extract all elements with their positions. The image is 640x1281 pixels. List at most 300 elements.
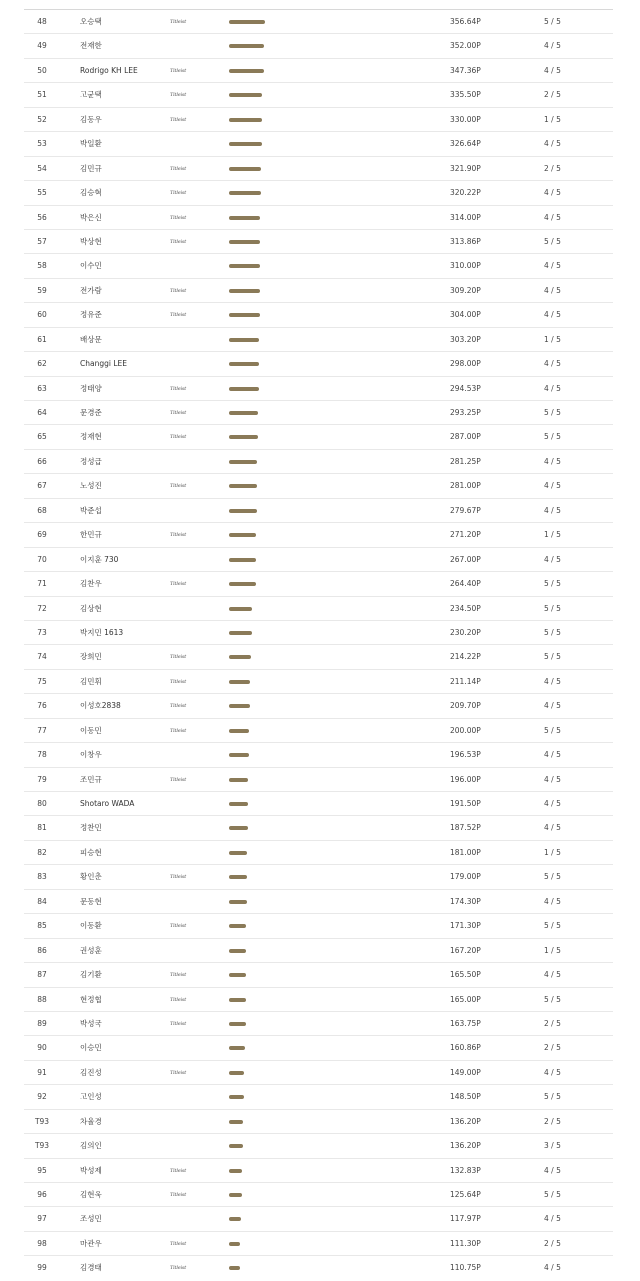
table-row[interactable] xyxy=(24,425,613,449)
player-name[interactable]: 피승현 xyxy=(80,847,102,857)
points-bar xyxy=(229,1144,243,1148)
table-row[interactable] xyxy=(24,83,613,107)
points-cell: 196.53P xyxy=(450,750,481,760)
sponsor-logo-icon: Titleist xyxy=(170,703,187,710)
player-name[interactable]: 박상현 xyxy=(80,236,102,246)
events-cell: 5 / 5 xyxy=(544,652,561,662)
table-row[interactable] xyxy=(24,988,613,1012)
player-name[interactable]: 조성민 xyxy=(80,1214,102,1224)
rank-cell: 85 xyxy=(37,921,47,931)
events-cell: 4 / 5 xyxy=(544,310,561,320)
rank-cell: 90 xyxy=(37,1043,47,1053)
events-cell: 2 / 5 xyxy=(544,1018,561,1028)
points-cell: 309.20P xyxy=(450,285,481,295)
table-row[interactable] xyxy=(24,1256,613,1280)
points-cell: 356.64P xyxy=(450,17,481,26)
points-bar xyxy=(229,1095,244,1099)
player-name[interactable]: 김승혁 xyxy=(80,188,102,198)
points-cell: 163.75P xyxy=(450,1018,481,1028)
events-cell: 4 / 5 xyxy=(544,970,561,980)
points-cell: 174.30P xyxy=(450,896,481,906)
player-name[interactable]: 고균택 xyxy=(80,90,102,100)
events-cell: 4 / 5 xyxy=(544,823,561,833)
player-name[interactable]: 이승민 xyxy=(80,1043,102,1053)
player-name[interactable]: 김의인 xyxy=(80,1141,102,1151)
events-cell: 4 / 5 xyxy=(544,701,561,711)
points-bar xyxy=(229,729,249,733)
table-row[interactable] xyxy=(24,499,613,523)
table-row[interactable] xyxy=(24,1036,613,1060)
table-row[interactable] xyxy=(24,768,613,792)
table-row[interactable] xyxy=(24,1012,613,1036)
rank-cell: 69 xyxy=(37,530,47,540)
sponsor-logo-icon: Titleist xyxy=(170,385,187,392)
rank-cell: 73 xyxy=(37,627,47,637)
player-name[interactable]: 박성제 xyxy=(80,1165,102,1175)
points-bar xyxy=(229,1169,242,1173)
rank-cell: 48 xyxy=(37,17,47,26)
rank-cell: 50 xyxy=(37,65,47,75)
events-cell: 4 / 5 xyxy=(544,799,561,808)
events-cell: 5 / 5 xyxy=(544,1092,561,1102)
points-cell: 279.67P xyxy=(450,505,481,515)
table-row[interactable] xyxy=(24,181,613,205)
player-name[interactable]: 전가람 xyxy=(80,285,102,295)
table-row[interactable] xyxy=(24,10,613,34)
player-name[interactable]: 박지민 1613 xyxy=(80,627,124,637)
table-row[interactable] xyxy=(24,1085,613,1109)
player-name[interactable]: 이지훈 730 xyxy=(80,554,119,564)
points-bar xyxy=(229,338,259,342)
points-cell: 230.20P xyxy=(450,627,481,637)
rank-cell: 88 xyxy=(37,994,47,1004)
player-name[interactable]: 박준섭 xyxy=(80,505,102,515)
table-row[interactable] xyxy=(24,939,613,963)
points-cell: 314.00P xyxy=(450,212,481,222)
events-cell: 4 / 5 xyxy=(544,750,561,760)
table-row[interactable] xyxy=(24,401,613,425)
points-bar xyxy=(229,655,251,659)
points-cell: 160.86P xyxy=(450,1043,481,1053)
points-bar xyxy=(229,484,257,488)
points-bar xyxy=(229,778,248,782)
points-bar xyxy=(229,900,247,904)
table-row[interactable] xyxy=(24,670,613,694)
rank-cell: 56 xyxy=(37,212,47,222)
rank-cell: 86 xyxy=(37,945,47,955)
rank-cell: 95 xyxy=(37,1165,47,1175)
player-name[interactable]: Rodrigo KH LEE xyxy=(80,65,138,75)
rank-cell: 52 xyxy=(37,114,47,124)
points-cell: 117.97P xyxy=(450,1214,481,1224)
rank-cell: 64 xyxy=(37,408,47,417)
points-bar xyxy=(229,826,248,830)
points-cell: 171.30P xyxy=(450,921,481,931)
events-cell: 4 / 5 xyxy=(544,285,561,295)
table-row[interactable] xyxy=(24,157,613,181)
points-bar xyxy=(229,216,260,220)
table-row[interactable] xyxy=(24,597,613,621)
points-cell: 211.14P xyxy=(450,676,481,686)
points-bar xyxy=(229,313,260,317)
points-cell: 148.50P xyxy=(450,1092,481,1102)
table-row[interactable] xyxy=(24,792,613,816)
player-name[interactable]: 오승택 xyxy=(80,17,102,26)
events-cell: 5 / 5 xyxy=(544,1190,561,1199)
points-bar xyxy=(229,631,252,635)
events-cell: 1 / 5 xyxy=(544,847,561,857)
sponsor-logo-icon: Titleist xyxy=(170,287,187,294)
player-name[interactable]: 김민휘 xyxy=(80,676,102,686)
rank-cell: 53 xyxy=(37,139,47,149)
events-cell: 4 / 5 xyxy=(544,188,561,198)
rank-cell: 55 xyxy=(37,188,47,198)
table-row[interactable] xyxy=(24,1061,613,1085)
events-cell: 5 / 5 xyxy=(544,872,561,882)
points-bar xyxy=(229,753,249,757)
events-cell: 2 / 5 xyxy=(544,163,561,173)
events-cell: 4 / 5 xyxy=(544,1263,561,1273)
table-row[interactable] xyxy=(24,206,613,230)
table-row[interactable] xyxy=(24,132,613,156)
points-cell: 335.50P xyxy=(450,90,481,100)
table-row[interactable] xyxy=(24,719,613,743)
player-name[interactable]: 노성진 xyxy=(80,481,102,491)
points-bar xyxy=(229,973,246,977)
events-cell: 5 / 5 xyxy=(544,579,561,589)
events-cell: 4 / 5 xyxy=(544,456,561,466)
table-row[interactable] xyxy=(24,474,613,498)
player-name[interactable]: 김찬우 xyxy=(80,579,102,589)
table-row[interactable] xyxy=(24,572,613,596)
table-row[interactable] xyxy=(24,377,613,401)
table-row[interactable] xyxy=(24,523,613,547)
points-cell: 110.75P xyxy=(450,1263,481,1273)
rank-cell: 60 xyxy=(37,310,47,320)
points-bar xyxy=(229,20,265,24)
rank-cell: 61 xyxy=(37,334,47,344)
events-cell: 4 / 5 xyxy=(544,1214,561,1224)
sponsor-logo-icon: Titleist xyxy=(170,238,187,245)
points-cell: 347.36P xyxy=(450,65,481,75)
table-row[interactable] xyxy=(24,230,613,254)
events-cell: 4 / 5 xyxy=(544,139,561,149)
points-cell: 304.00P xyxy=(450,310,481,320)
points-bar xyxy=(229,240,260,244)
points-cell: 320.22P xyxy=(450,188,481,198)
events-cell: 5 / 5 xyxy=(544,921,561,931)
sponsor-logo-icon: Titleist xyxy=(170,116,187,123)
player-name[interactable]: 김현욱 xyxy=(80,1190,102,1199)
points-cell: 187.52P xyxy=(450,823,481,833)
events-cell: 1 / 5 xyxy=(544,945,561,955)
events-cell: 2 / 5 xyxy=(544,90,561,100)
player-name[interactable]: 고인성 xyxy=(80,1092,102,1102)
points-bar xyxy=(229,875,247,879)
player-name[interactable]: 전재한 xyxy=(80,41,102,51)
table-row[interactable] xyxy=(24,963,613,987)
rank-cell: 75 xyxy=(37,676,47,686)
player-name[interactable]: 박성국 xyxy=(80,1018,102,1028)
player-name[interactable]: 정태양 xyxy=(80,383,102,393)
points-cell: 321.90P xyxy=(450,163,481,173)
points-bar xyxy=(229,1022,246,1026)
rank-cell: 78 xyxy=(37,750,47,760)
points-cell: 167.20P xyxy=(450,945,481,955)
table-row[interactable] xyxy=(24,865,613,889)
player-name[interactable]: 이동환 xyxy=(80,921,102,931)
events-cell: 2 / 5 xyxy=(544,1116,561,1126)
points-bar xyxy=(229,607,252,611)
table-row[interactable] xyxy=(24,59,613,83)
points-cell: 136.20P xyxy=(450,1141,481,1151)
sponsor-logo-icon: Titleist xyxy=(170,214,187,221)
sponsor-logo-icon: Titleist xyxy=(170,532,187,539)
player-name[interactable]: Changgi LEE xyxy=(80,359,127,369)
rank-cell: T93 xyxy=(34,1141,50,1151)
sponsor-logo-icon: Titleist xyxy=(170,923,187,930)
events-cell: 4 / 5 xyxy=(544,359,561,369)
rank-cell: 87 xyxy=(37,970,47,980)
player-name[interactable]: Shotaro WADA xyxy=(80,799,135,808)
rank-cell: 97 xyxy=(37,1214,47,1224)
points-bar xyxy=(229,362,259,366)
table-row[interactable] xyxy=(24,254,613,278)
points-cell: 287.00P xyxy=(450,432,481,442)
player-name[interactable]: 정찬민 xyxy=(80,823,102,833)
table-row[interactable] xyxy=(24,548,613,572)
table-row[interactable] xyxy=(24,890,613,914)
table-row[interactable] xyxy=(24,841,613,865)
events-cell: 4 / 5 xyxy=(544,1165,561,1175)
events-cell: 1 / 5 xyxy=(544,334,561,344)
table-row[interactable] xyxy=(24,1159,613,1183)
player-name[interactable]: 정재현 xyxy=(80,432,102,442)
rank-cell: 71 xyxy=(37,579,47,589)
player-name[interactable]: 이창우 xyxy=(80,750,102,760)
table-row[interactable] xyxy=(24,450,613,474)
rank-cell: 92 xyxy=(37,1092,47,1102)
table-row[interactable] xyxy=(24,1110,613,1134)
rank-cell: 82 xyxy=(37,847,47,857)
table-row[interactable] xyxy=(24,352,613,376)
rank-cell: 72 xyxy=(37,603,47,613)
rank-cell: 63 xyxy=(37,383,47,393)
table-row[interactable] xyxy=(24,694,613,718)
events-cell: 1 / 5 xyxy=(544,530,561,540)
points-bar xyxy=(229,509,257,513)
sponsor-logo-icon: Titleist xyxy=(170,434,187,441)
points-bar xyxy=(229,69,264,73)
points-bar xyxy=(229,558,256,562)
rank-cell: 76 xyxy=(37,701,47,711)
points-cell: 149.00P xyxy=(450,1067,481,1077)
points-cell: 267.00P xyxy=(450,554,481,564)
points-bar xyxy=(229,704,250,708)
events-cell: 4 / 5 xyxy=(544,676,561,686)
sponsor-logo-icon: Titleist xyxy=(170,1240,187,1247)
events-cell: 5 / 5 xyxy=(544,432,561,442)
points-cell: 326.64P xyxy=(450,139,481,149)
events-cell: 4 / 5 xyxy=(544,383,561,393)
player-name[interactable]: 이동민 xyxy=(80,725,102,735)
points-cell: 111.30P xyxy=(450,1238,481,1248)
points-cell: 136.20P xyxy=(450,1116,481,1126)
player-name[interactable]: 박일환 xyxy=(80,139,102,149)
events-cell: 5 / 5 xyxy=(544,236,561,246)
player-name[interactable]: 문경준 xyxy=(80,408,102,417)
points-cell: 281.25P xyxy=(450,456,481,466)
points-cell: 125.64P xyxy=(450,1190,481,1199)
rank-cell: 67 xyxy=(37,481,47,491)
player-name[interactable]: 김동우 xyxy=(80,114,102,124)
sponsor-logo-icon: Titleist xyxy=(170,483,187,490)
points-bar xyxy=(229,435,258,439)
points-bar xyxy=(229,998,246,1002)
points-bar xyxy=(229,411,258,415)
player-name[interactable]: 김기환 xyxy=(80,970,102,980)
points-cell: 179.00P xyxy=(450,872,481,882)
table-row[interactable] xyxy=(24,1207,613,1231)
rank-cell: 49 xyxy=(37,41,47,51)
points-cell: 196.00P xyxy=(450,774,481,784)
rank-cell: 62 xyxy=(37,359,47,369)
points-bar xyxy=(229,460,257,464)
player-name[interactable]: 문동현 xyxy=(80,896,102,906)
rank-cell: 59 xyxy=(37,285,47,295)
player-name[interactable]: 김상현 xyxy=(80,603,102,613)
points-bar xyxy=(229,1046,245,1050)
rank-cell: 81 xyxy=(37,823,47,833)
events-cell: 2 / 5 xyxy=(544,1043,561,1053)
player-name[interactable]: 장희민 xyxy=(80,652,102,662)
sponsor-logo-icon: Titleist xyxy=(170,312,187,319)
rank-cell: 74 xyxy=(37,652,47,662)
events-cell: 4 / 5 xyxy=(544,554,561,564)
player-name[interactable]: 권성훈 xyxy=(80,945,102,955)
rank-cell: 57 xyxy=(37,236,47,246)
table-row[interactable] xyxy=(24,816,613,840)
events-cell: 2 / 5 xyxy=(544,1238,561,1248)
points-bar xyxy=(229,44,264,48)
ranking-table xyxy=(24,0,613,1280)
table-row[interactable] xyxy=(24,914,613,938)
events-cell: 5 / 5 xyxy=(544,627,561,637)
ranking-rows xyxy=(24,10,613,1281)
sponsor-logo-icon: Titleist xyxy=(170,972,187,979)
rank-cell: 79 xyxy=(37,774,47,784)
player-name[interactable]: 이수민 xyxy=(80,261,102,271)
sponsor-logo-icon: Titleist xyxy=(170,996,187,1003)
events-cell: 1 / 5 xyxy=(544,114,561,124)
player-name[interactable]: 이성호2838 xyxy=(80,701,121,711)
table-row[interactable] xyxy=(24,328,613,352)
player-name[interactable]: 현정협 xyxy=(80,994,102,1004)
sponsor-logo-icon: Titleist xyxy=(170,1020,187,1027)
rank-cell: 68 xyxy=(37,505,47,515)
rank-cell: 77 xyxy=(37,725,47,735)
rank-cell: 80 xyxy=(37,799,47,808)
events-cell: 5 / 5 xyxy=(544,994,561,1004)
points-cell: 181.00P xyxy=(450,847,481,857)
player-name[interactable]: 김민규 xyxy=(80,163,102,173)
points-bar xyxy=(229,851,247,855)
rank-cell: 58 xyxy=(37,261,47,271)
player-name[interactable]: 정성급 xyxy=(80,456,102,466)
player-name[interactable]: 김경태 xyxy=(80,1263,102,1273)
points-cell: 234.50P xyxy=(450,603,481,613)
points-bar xyxy=(229,1217,241,1221)
sponsor-logo-icon: Titleist xyxy=(170,67,187,74)
table-row[interactable] xyxy=(24,1134,613,1158)
events-cell: 4 / 5 xyxy=(544,261,561,271)
points-cell: 330.00P xyxy=(450,114,481,124)
table-row[interactable] xyxy=(24,108,613,132)
points-bar xyxy=(229,387,259,391)
table-row[interactable] xyxy=(24,1183,613,1207)
events-cell: 4 / 5 xyxy=(544,65,561,75)
points-bar xyxy=(229,1193,242,1197)
points-bar xyxy=(229,264,260,268)
points-bar xyxy=(229,191,261,195)
events-cell: 4 / 5 xyxy=(544,505,561,515)
sponsor-logo-icon: Titleist xyxy=(170,654,187,661)
player-name[interactable]: 배상문 xyxy=(80,334,102,344)
points-bar xyxy=(229,142,262,146)
points-cell: 191.50P xyxy=(450,799,481,808)
rank-cell: 70 xyxy=(37,554,47,564)
rank-cell: 54 xyxy=(37,163,47,173)
events-cell: 5 / 5 xyxy=(544,408,561,417)
table-row[interactable] xyxy=(24,743,613,767)
points-cell: 209.70P xyxy=(450,701,481,711)
points-cell: 298.00P xyxy=(450,359,481,369)
sponsor-logo-icon: Titleist xyxy=(170,874,187,881)
points-bar xyxy=(229,1071,244,1075)
rank-cell: 98 xyxy=(37,1238,47,1248)
points-cell: 264.40P xyxy=(450,579,481,589)
sponsor-logo-icon: Titleist xyxy=(170,1069,187,1076)
points-cell: 271.20P xyxy=(450,530,481,540)
table-row[interactable] xyxy=(24,34,613,58)
events-cell: 5 / 5 xyxy=(544,17,561,26)
sponsor-logo-icon: Titleist xyxy=(170,727,187,734)
points-bar xyxy=(229,1266,240,1270)
table-row[interactable] xyxy=(24,303,613,327)
events-cell: 4 / 5 xyxy=(544,1067,561,1077)
player-name[interactable]: 차율경 xyxy=(80,1116,102,1126)
rank-cell: 65 xyxy=(37,432,47,442)
table-row[interactable] xyxy=(24,279,613,303)
player-name[interactable]: 마관우 xyxy=(80,1238,102,1248)
points-cell: 294.53P xyxy=(450,383,481,393)
player-name[interactable]: 김진성 xyxy=(80,1067,102,1077)
points-bar xyxy=(229,167,261,171)
rank-cell: 91 xyxy=(37,1067,47,1077)
points-bar xyxy=(229,1242,240,1246)
table-row[interactable] xyxy=(24,1232,613,1256)
table-row[interactable] xyxy=(24,645,613,669)
player-name[interactable]: 박은신 xyxy=(80,212,102,222)
rank-cell: 51 xyxy=(37,90,47,100)
table-row[interactable] xyxy=(24,621,613,645)
player-name[interactable]: 정유준 xyxy=(80,310,102,320)
player-name[interactable]: 황인춘 xyxy=(80,872,102,882)
player-name[interactable]: 조민규 xyxy=(80,774,102,784)
player-name[interactable]: 한민규 xyxy=(80,530,102,540)
points-cell: 281.00P xyxy=(450,481,481,491)
points-cell: 132.83P xyxy=(450,1165,481,1175)
